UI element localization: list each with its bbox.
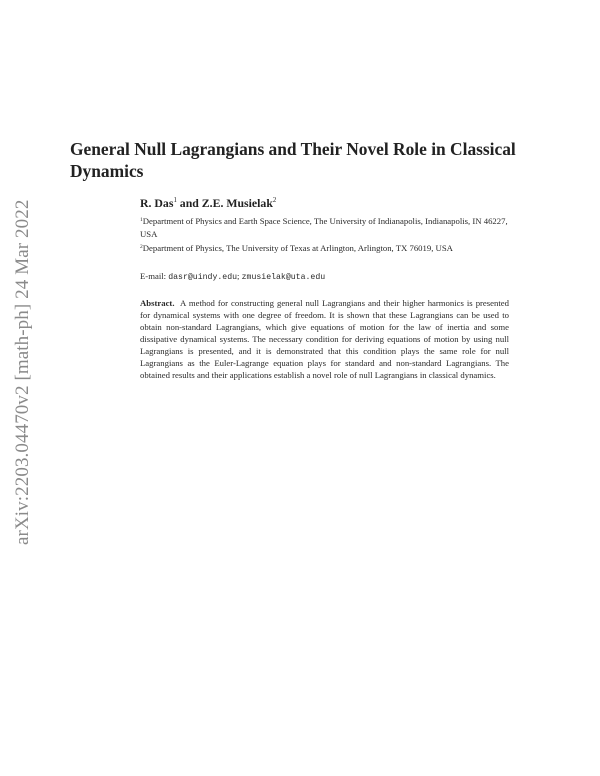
affiliation-2-text: Department of Physics, The University of Texas at Arlington, Arlington, TX 76019, USA xyxy=(142,243,453,253)
abstract xyxy=(140,297,509,381)
email-line xyxy=(140,270,325,284)
email-label: E-mail: xyxy=(140,271,169,281)
author-1-affiliation-mark: 1 xyxy=(173,197,177,204)
arxiv-sidebar-stamp xyxy=(8,175,38,545)
author-joiner: and xyxy=(176,196,202,210)
affiliation-1-mark: 1 xyxy=(140,217,143,223)
author-line xyxy=(140,195,276,211)
arxiv-identifier: arXiv:2203.04470v2 [math-ph] 24 Mar 2022 xyxy=(12,199,33,545)
abstract-label: Abstract. xyxy=(140,298,175,308)
email-address-1[interactable]: dasr@uindy.edu xyxy=(168,273,238,282)
email-address-2[interactable]: zmusielak@uta.edu xyxy=(241,273,326,282)
email-separator: ; xyxy=(237,271,242,281)
author-1: R. Das xyxy=(140,196,174,210)
abstract-text: A method for constructing general null Lagrangians and their higher harmonics is presented for dynamical systems with one degree of freedom. It is shown that these Lagrangians can be used to obtain non-standard Lagrangians, which give equations of motion for the law of inertia and some dissipative dynamical systems. The necessary condition for deriving equations of motion by using null Lagrangians is presented, and it is demonstrated that this condition plays the same role for null Lagrangians as the Euler-Lagrange equation plays for standard and non-standard Lagrangians. The obtained results and their applications establish a novel role of null Lagrangians in classical dynamics. xyxy=(140,298,509,380)
affiliation-1 xyxy=(140,215,520,242)
author-2: Z.E. Musielak xyxy=(201,196,273,210)
author-2-affiliation-mark: 2 xyxy=(272,197,277,204)
affiliation-1-text: Department of Physics and Earth Space Science, The University of Indianapolis, Indianapolis, IN 46227, USA xyxy=(140,216,508,240)
affiliation-2-mark: 2 xyxy=(140,244,143,250)
paper-title: General Null Lagrangians and Their Novel Role in Classical Dynamics xyxy=(70,139,516,181)
affiliation-2 xyxy=(140,242,520,255)
